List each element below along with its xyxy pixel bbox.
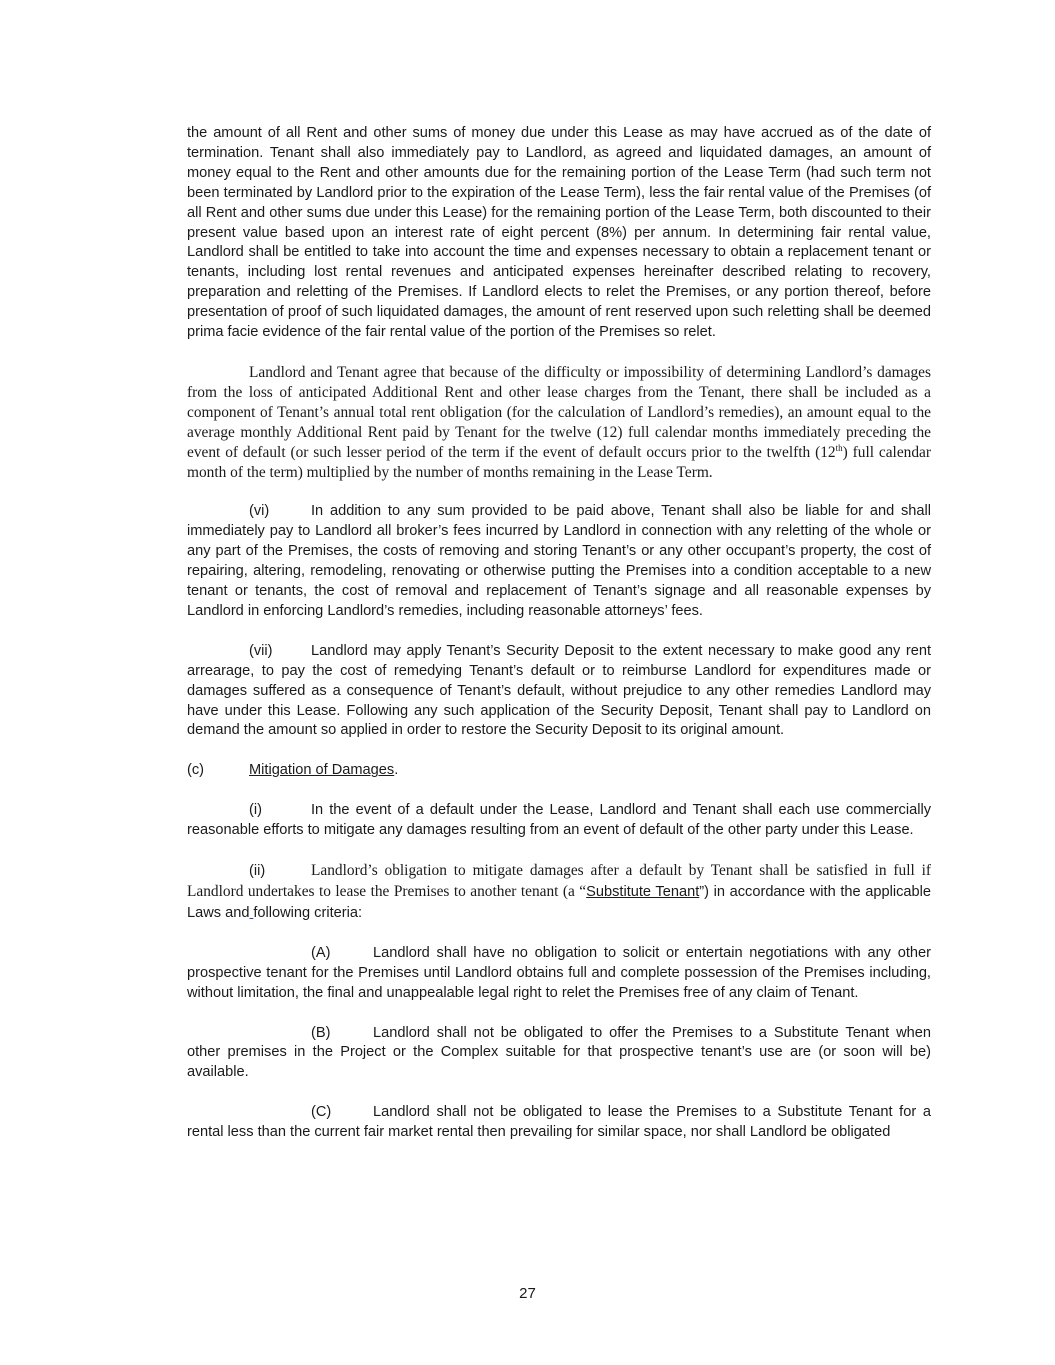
- paragraph-additional-rent-text-b: ) full calendar month of the term) multiplied by the number of months remaining in the Lease Term.: [187, 443, 932, 481]
- clause-ii-text-a: Landlord’s obligation to mitigate damages after a default by Tenant shall be satisfied in full if Landlord undertakes to lease the Premises to another tenant (a “: [187, 862, 931, 900]
- paragraph-additional-rent-text-a: Landlord and Tenant agree that because of the difficulty or impossibility of determining Landlord’s damages from the loss of anticipated Additional Rent and other lease charges from the Tenant, there shall be included as a component of Tenant’s annual total rent obligation (for the calculation of Landlord’s remedies), an amount equal to the average monthly Additional Rent paid by Tenant for the twelve (12) full calendar months immediately preceding the event of default (or such lesser period of the term if the event of default occurs prior to the twelfth (12: [187, 363, 931, 461]
- defined-term-substitute-tenant: Substitute Tenant: [586, 884, 700, 900]
- paragraph-termination-damages: the amount of all Rent and other sums of money due under this Lease as may have accrued as of the date of termination. Tenant shall also immediately pay to Landlord, as agreed and liquidated damages, an amount of money equal to the Rent and other amounts due for the remaining portion of the Lease Term (had such term not been terminated by Landlord prior to the expiration of the Lease Term), less the fair rental value of the Premises (of all Rent and other sums due under this Lease) for the remaining portion of the Lease Term, both discounted to their present value based upon an interest rate of eight percent (8%) per annum. In determining fair rental value, Landlord shall be entitled to take into account the time and expenses necessary to obtain a replacement tenant or tenants, including lost rental revenues and anticipated expenses hereinafter described relating to recovery, preparation and reletting of the Premises. If Landlord elects to relet the Premises, or any portion thereof, before presentation of proof of such liquidated damages, the amount of rent reserved upon such reletting shall be deemed prima facie evidence of the fair rental value of the portion of the Premises so relet.: [187, 125, 931, 341]
- clause-C: [187, 1103, 931, 1143]
- clause-ii-text-b: ”) in accordance with the applicable Laws and: [187, 884, 931, 921]
- clause-B-text: Landlord shall not be obligated to offer the Premises to a Substitute Tenant when other premises in the Project or the Complex suitable for that prospective tenant’s use are (or soon will be) available.: [187, 1024, 931, 1081]
- clause-i: [187, 801, 931, 841]
- clause-i-text: In the event of a default under the Lease, Landlord and Tenant shall each use commercially reasonable efforts to mitigate any damages resulting from an event of default of the other party under this Lease.: [187, 802, 931, 839]
- clause-A-text: Landlord shall have no obligation to solicit or entertain negotiations with any other prospective tenant for the Premises until Landlord obtains full and complete possession of the Premises including, without limitation, the final and unappealable legal right to relet the Premises free of any claim of Tenant.: [187, 944, 931, 1001]
- clause-B-number: (B): [311, 1024, 331, 1041]
- clause-vii: [187, 642, 931, 742]
- paragraph-additional-rent: [187, 363, 931, 482]
- clause-vii-text: Landlord may apply Tenant’s Security Deposit to the extent necessary to make good any rent arrearage, to pay the cost of remedying Tenant’s default or to reimburse Landlord for expenditures made or damages suffered as a consequence of Tenant’s default, without prejudice to any other remedies Landlord may have under this Lease. Following any such application of the Security Deposit, Tenant shall pay to Landlord on demand the amount so applied in order to restore the Security Deposit to its original amount.: [187, 642, 931, 739]
- clause-B: [187, 1024, 931, 1084]
- clause-C-text: Landlord shall not be obligated to lease the Premises to a Substitute Tenant for a rental less than the current fair market rental then prevailing for similar space, nor shall Landlord be obligated: [187, 1104, 931, 1141]
- clause-A-number: (A): [311, 944, 331, 961]
- clause-i-number: (i): [249, 802, 262, 819]
- clause-ii: [187, 861, 931, 924]
- clause-vi-number: (vi): [249, 503, 270, 520]
- clause-vii-number: (vii): [249, 642, 273, 659]
- section-c-title: Mitigation of Damages: [249, 762, 395, 779]
- page-number: 27: [519, 1285, 536, 1302]
- clause-vi: [187, 502, 931, 621]
- ordinal-superscript: th: [835, 442, 843, 453]
- clause-A: [187, 944, 931, 1004]
- clause-ii-text-c: following criteria:: [253, 904, 363, 921]
- section-c-heading: [187, 761, 931, 781]
- document-page: [187, 124, 931, 1163]
- section-c-number: (c): [187, 762, 205, 779]
- clause-ii-number: (ii): [249, 863, 266, 880]
- section-c-period: .: [394, 762, 399, 779]
- clause-vi-text: In addition to any sum provided to be paid above, Tenant shall also be liable for and shall immediately pay to Landlord all broker’s fees incurred by Landlord in connection with any reletting of the whole or any part of the Premises, the costs of removing and storing Tenant’s or any other occupant’s property, the cost of repairing, altering, remodeling, renovating or otherwise putting the Premises into a condition acceptable to a new tenant or tenants, the cost of removal and replacement of Tenant’s signage and all reasonable expenses by Landlord in enforcing Landlord’s remedies, including reasonable attorneys’ fees.: [187, 503, 931, 619]
- clause-C-number: (C): [311, 1104, 332, 1121]
